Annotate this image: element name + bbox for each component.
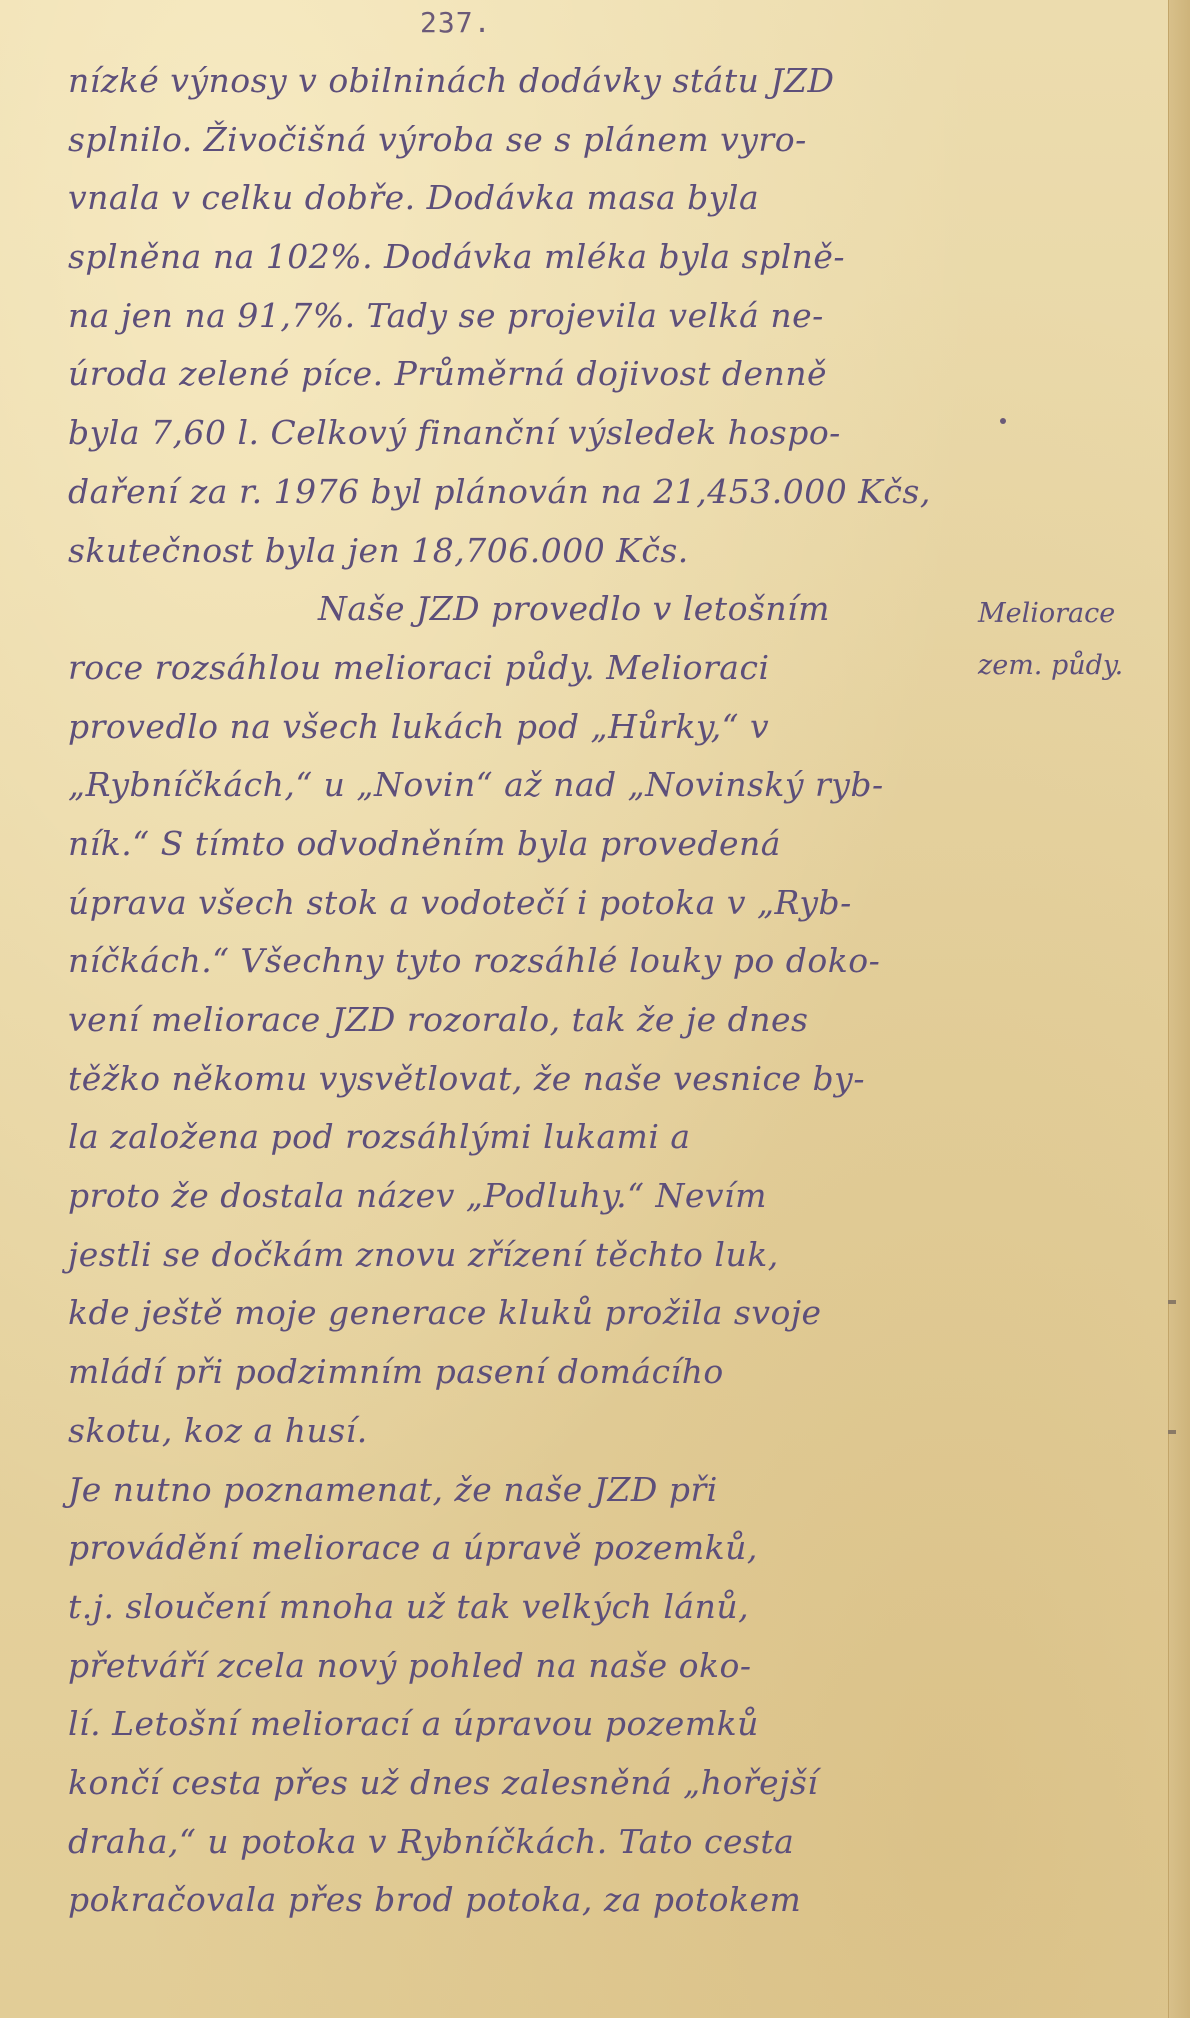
text-line: vnala v celku dobře. Dodávka masa byla	[68, 178, 760, 218]
text-line: t.j. sloučení mnoha už tak velkých lánů,	[68, 1586, 750, 1626]
margin-note-line: zem. půdy.	[978, 650, 1124, 681]
text-line: roce rozsáhlou melioraci půdy. Melioraci	[68, 647, 770, 687]
text-line: daření za r. 1976 byl plánován na 21,453.000 Kčs,	[68, 471, 931, 511]
text-line: la založena pod rozsáhlými lukami a	[68, 1117, 691, 1157]
text-line: lí. Letošní meliorací a úpravou pozemků	[68, 1704, 759, 1744]
text-line: vení meliorace JZD rozoralo, tak že je dnes	[68, 1000, 809, 1039]
text-line: těžko někomu vysvětlovat, že naše vesnice by-	[68, 1058, 865, 1098]
text-line: ník.“ S tímto odvodněním byla provedená	[68, 823, 781, 863]
text-line: skotu, koz a husí.	[68, 1410, 368, 1450]
text-line: pokračovala přes brod potoka, za potokem	[68, 1880, 802, 1920]
text-line: nízké výnosy v obilninách dodávky státu JZD	[68, 61, 835, 100]
margin-note	[978, 588, 1168, 692]
text-line: splnilo. Živočišná výroba se s plánem vyro-	[68, 119, 807, 159]
text-line: úroda zelené píce. Průměrná dojivost denně	[68, 354, 828, 394]
text-line: mládí při podzimním pasení domácího	[68, 1352, 724, 1392]
text-line: níčkách.“ Všechny tyto rozsáhlé louky po doko-	[68, 941, 881, 981]
text-line: skutečnost byla jen 18,706.000 Kčs.	[68, 530, 689, 570]
margin-note-line: Meliorace	[978, 598, 1116, 629]
text-line: splněna na 102%. Dodávka mléka byla splně-	[68, 237, 846, 277]
text-line: jestli se dočkám znovu zřízení těchto luk,	[68, 1234, 779, 1274]
text-line: byla 7,60 l. Celkový finanční výsledek hospo-	[68, 413, 841, 453]
text-line: úprava všech stok a vodotečí i potoka v „Ryb-	[68, 882, 852, 922]
text-line: draha,“ u potoka v Rybníčkách. Tato cesta	[68, 1821, 795, 1861]
page-number: 237.	[420, 6, 492, 39]
text-line: proto že dostala název „Podluhy.“ Nevím	[68, 1176, 767, 1216]
page-edge	[1168, 0, 1190, 2018]
text-line: provedlo na všech lukách pod „Hůrky,“ v	[68, 706, 770, 746]
text-line: provádění meliorace a úpravě pozemků,	[68, 1528, 758, 1568]
text-line: končí cesta přes už dnes zalesněná „hořejší	[68, 1762, 819, 1802]
ink-dot	[1000, 418, 1006, 424]
paragraph-start-line: Naše JZD provedlo v letošním	[318, 589, 830, 629]
handwritten-text-body	[68, 52, 998, 1930]
paragraph-start-line: Je nutno poznamenat, že naše JZD při	[68, 1469, 718, 1509]
edge-mark	[1168, 1430, 1176, 1434]
edge-mark	[1168, 1300, 1176, 1304]
text-line: kde ještě moje generace kluků prožila svoje	[68, 1293, 822, 1333]
text-line: přetváří zcela nový pohled na naše oko-	[68, 1645, 752, 1685]
text-line: „Rybníčkách,“ u „Novin“ až nad „Novinský ryb-	[68, 765, 884, 805]
text-line: na jen na 91,7%. Tady se projevila velká ne-	[68, 295, 824, 335]
